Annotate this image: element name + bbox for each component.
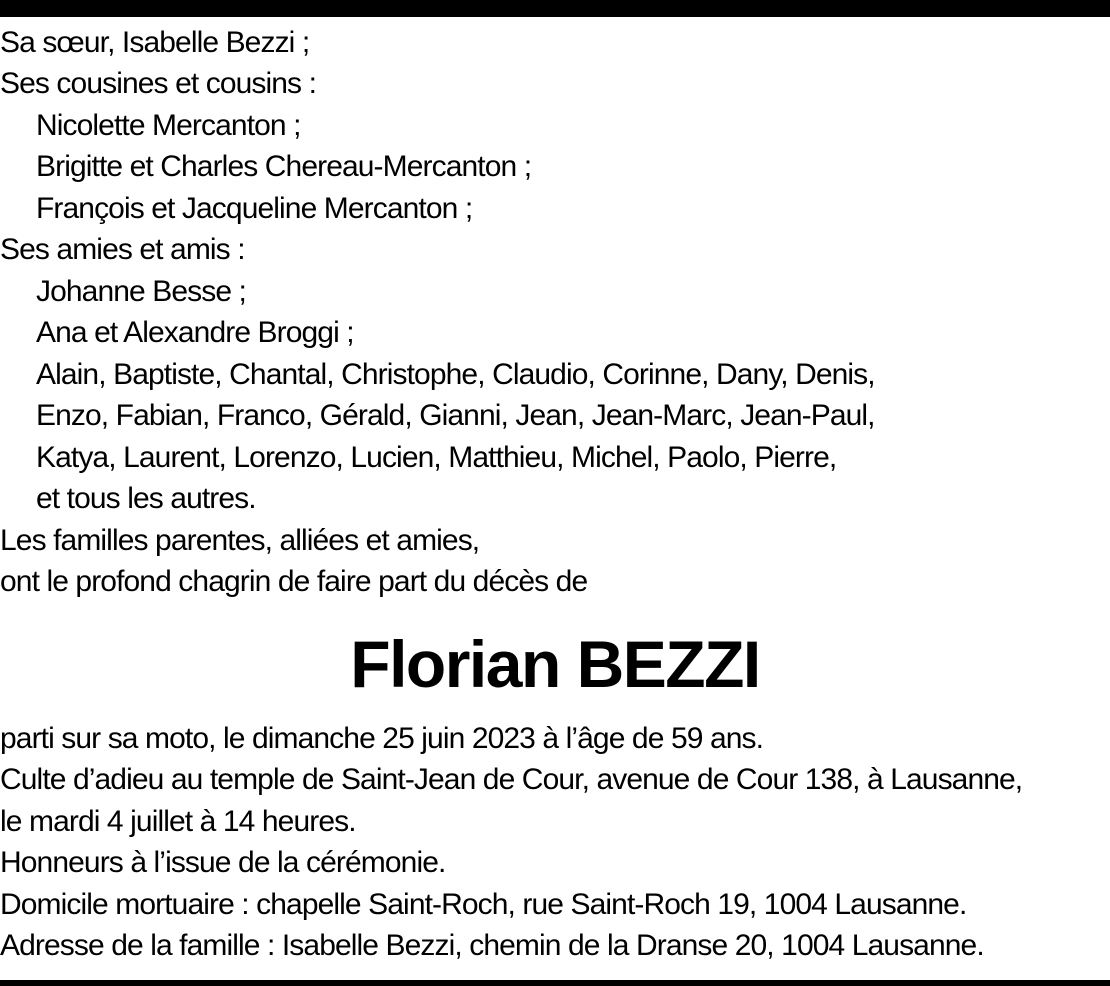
text-line: parti sur sa moto, le dimanche 25 juin 2023 à l’âge de 59 ans. xyxy=(0,722,764,755)
text-line: Les familles parentes, alliées et amies, xyxy=(0,524,480,557)
text-line: Honneurs à l’issue de la cérémonie. xyxy=(0,846,446,879)
deceased-name: Florian BEZZI xyxy=(350,627,760,701)
text-line: François et Jacqueline Mercanton ; xyxy=(36,192,473,225)
text-line: Sa sœur, Isabelle Bezzi ; xyxy=(0,26,310,59)
text-line: Katya, Laurent, Lorenzo, Lucien, Matthieu, Michel, Paolo, Pierre, xyxy=(36,441,837,474)
text-line: et tous les autres. xyxy=(36,482,256,515)
text-line: Alain, Baptiste, Chantal, Christophe, Claudio, Corinne, Dany, Denis, xyxy=(36,358,875,391)
text-line: Ses cousines et cousins : xyxy=(0,67,317,100)
top-rule xyxy=(0,0,1110,17)
text-line: ont le profond chagrin de faire part du décès de xyxy=(0,565,588,598)
text-line: Culte d’adieu au temple de Saint-Jean de Cour, avenue de Cour 138, à Lausanne, xyxy=(0,763,1023,796)
text-line: Johanne Besse ; xyxy=(36,275,246,308)
text-line: Adresse de la famille : Isabelle Bezzi, chemin de la Dranse 20, 1004 Lausanne. xyxy=(0,929,984,962)
text-line: Domicile mortuaire : chapelle Saint-Roch, rue Saint-Roch 19, 1004 Lausanne. xyxy=(0,888,967,921)
text-line: Nicolette Mercanton ; xyxy=(36,109,301,142)
bottom-rule xyxy=(0,980,1110,986)
text-line: Brigitte et Charles Chereau-Mercanton ; xyxy=(36,150,532,183)
text-line: Ana et Alexandre Broggi ; xyxy=(36,316,354,349)
text-line: Ses amies et amis : xyxy=(0,233,245,266)
text-line: le mardi 4 juillet à 14 heures. xyxy=(0,805,356,838)
text-line: Enzo, Fabian, Franco, Gérald, Gianni, Jean, Jean-Marc, Jean-Paul, xyxy=(36,399,875,432)
